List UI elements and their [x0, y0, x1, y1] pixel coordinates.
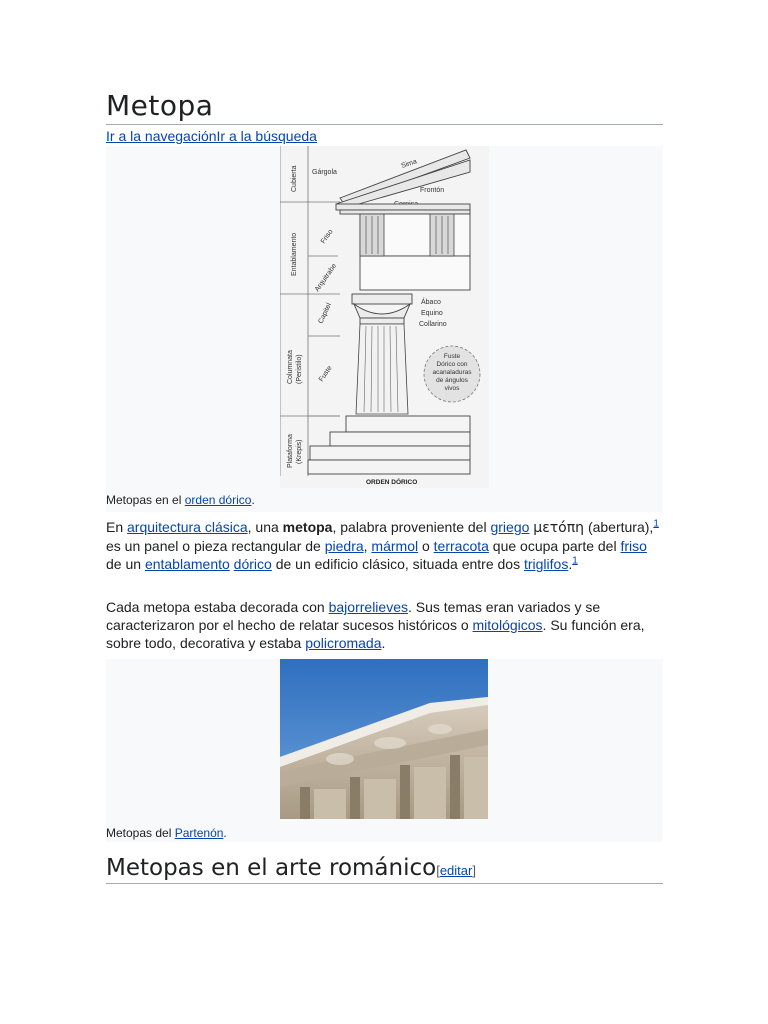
label-krepis: (Krepis)	[296, 439, 303, 464]
doric-order-diagram[interactable]	[280, 146, 489, 488]
mitologicos-link[interactable]: mitológicos	[472, 617, 543, 633]
jump-to-navigation-link[interactable]: Ir a la navegación	[106, 128, 217, 144]
griego-link[interactable]: griego	[490, 519, 530, 535]
doric-order-figure	[106, 146, 663, 512]
svg-text:de ángulos: de ángulos	[436, 377, 468, 384]
doric-order-drawing	[280, 146, 489, 488]
reference-1b-link[interactable]: 1	[572, 555, 578, 567]
fuste-note-badge	[424, 346, 480, 402]
reference-1-link[interactable]: 1	[653, 518, 659, 530]
label-cubierta: Cubierta	[291, 165, 298, 192]
triglifos-link[interactable]: triglifos	[523, 556, 569, 572]
svg-text:vivos: vivos	[444, 385, 460, 392]
page-title: Metopa	[106, 88, 663, 125]
policromada-link[interactable]: policromada	[305, 635, 382, 651]
label-friso: Friso	[319, 228, 335, 246]
label-gargola: Gárgola	[312, 169, 337, 176]
friso-link[interactable]: friso	[620, 538, 647, 554]
label-plataforma: Plataforma	[287, 434, 294, 468]
label-fuste: Fuste	[317, 364, 334, 384]
parthenon-metopes-photo[interactable]	[280, 659, 488, 819]
label-fronton: Frontón	[420, 187, 445, 194]
edit-section: [editar]	[436, 863, 476, 878]
figure2-caption: Metopas del Partenón.	[106, 826, 227, 840]
label-arquitrabe: Arquitrabe	[313, 262, 339, 294]
partenon-link[interactable]: Partenón	[174, 826, 224, 840]
label-capitel: Capitel	[317, 302, 334, 325]
jump-to-search-link[interactable]: Ir a la búsqueda	[216, 128, 317, 144]
bajorrelieves-link[interactable]: bajorrelieves	[328, 599, 408, 615]
label-orden-dorico: ORDEN DÓRICO	[366, 479, 418, 486]
label-sima: Sima	[400, 158, 418, 170]
label-abaco: Ábaco	[421, 299, 441, 306]
orden-dorico-link[interactable]: orden dórico	[184, 493, 252, 507]
label-peristilo: (Peristilo)	[296, 354, 303, 384]
piedra-link[interactable]: piedra	[324, 538, 364, 554]
svg-text:Dórico con: Dórico con	[436, 361, 468, 368]
parthenon-figure	[106, 659, 663, 842]
arquitectura-clasica-link[interactable]: arquitectura clásica	[127, 519, 248, 535]
label-collarino: Collarino	[419, 321, 447, 328]
section-heading-arte-romanico: Metopas en el arte románico[editar]	[106, 854, 663, 884]
intro-paragraph: En arquitectura clásica, una metopa, palabra proveniente del griego μετόπη (abertura),$^1$ es un panel o pieza rectangular de piedra, mármol o terracota que ocupa parte del friso de un entablamento dórico de un edificio clásico, situada entre dos triglifos.$^1$	[106, 518, 659, 572]
label-equino: Equino	[421, 310, 443, 317]
terracota-link[interactable]: terracota	[433, 538, 489, 554]
label-entablamento: Entablamento	[291, 232, 298, 276]
entablamento-link[interactable]: entablamento	[144, 556, 230, 572]
dorico-link[interactable]: dórico	[233, 556, 272, 572]
marmol-link[interactable]: mármol	[371, 538, 419, 554]
figure1-caption: Metopas en el orden dórico.	[106, 493, 255, 507]
svg-text:acanaladuras: acanaladuras	[432, 369, 472, 376]
decoration-paragraph: Cada metopa estaba decorada con bajorrelieves. Sus temas eran variados y se caracterizaron por el hecho de relatar sucesos históricos o mitológicos. Su función era, sobre todo, decorativa y estaba policromada.	[106, 599, 645, 651]
edit-section-link[interactable]: editar	[439, 863, 473, 878]
svg-text:Fuste: Fuste	[443, 353, 461, 360]
label-columnata: Columnata	[287, 350, 294, 384]
jump-links	[106, 127, 317, 145]
